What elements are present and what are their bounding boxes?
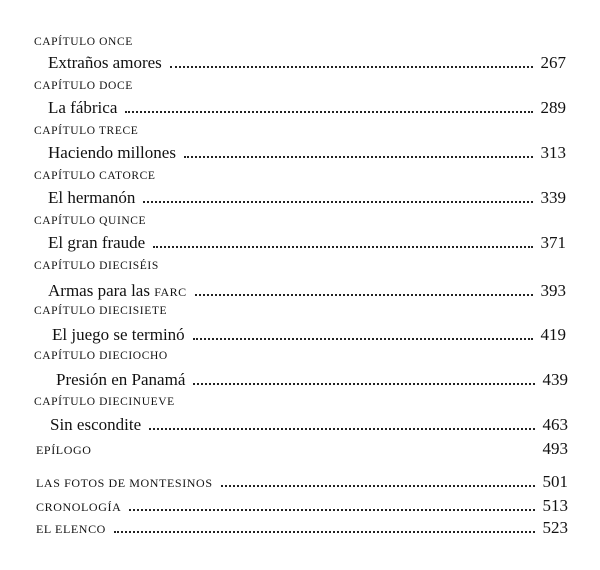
epilogue-title: EPÍLOGO (36, 443, 92, 457)
chapter-title: El hermanón (48, 188, 136, 207)
chapter-title (48, 281, 187, 301)
toc-entry-back-matter (36, 472, 568, 492)
toc-entry (48, 188, 566, 208)
toc-entry (56, 370, 568, 390)
page-number: 419 (540, 325, 566, 344)
toc-entry (48, 53, 566, 73)
page-number: 371 (540, 233, 566, 252)
chapter-label: CAPÍTULO CATORCE (34, 170, 156, 182)
dot-leader (125, 111, 532, 113)
dot-leader (100, 452, 535, 454)
page-number: 501 (542, 472, 568, 491)
chapter-label: CAPÍTULO TRECE (34, 125, 139, 137)
chapter-title: Haciendo millones (48, 143, 176, 162)
chapter-title: La fábrica (48, 98, 118, 117)
dot-leader (129, 509, 534, 511)
page-number: 289 (540, 98, 566, 117)
chapter-title-text: Armas para las (48, 281, 155, 300)
page-number: 267 (540, 53, 566, 72)
chapter-label: CAPÍTULO DIECINUEVE (34, 396, 175, 408)
toc-entry (48, 98, 566, 118)
dot-leader (195, 294, 533, 296)
chapter-label: CAPÍTULO DIECISIETE (34, 305, 168, 317)
toc-entry-back-matter (36, 496, 568, 516)
dot-leader (153, 246, 532, 248)
dot-leader (114, 531, 535, 533)
page-number: 513 (542, 496, 568, 515)
section-title: LAS FOTOS DE MONTESINOS (36, 476, 213, 490)
chapter-label: CAPÍTULO DIECISÉIS (34, 260, 159, 272)
chapter-title: El gran fraude (48, 233, 146, 252)
dot-leader (170, 66, 533, 68)
section-title: EL ELENCO (36, 522, 106, 536)
page-number: 493 (542, 439, 568, 458)
toc-entry (52, 325, 566, 345)
page-number: 439 (542, 370, 568, 389)
page-number: 523 (542, 518, 568, 537)
toc-entry-back-matter (36, 518, 568, 538)
dot-leader (193, 383, 534, 385)
chapter-label: CAPÍTULO DIECIOCHO (34, 350, 168, 362)
chapter-label: CAPÍTULO QUINCE (34, 215, 147, 227)
chapter-title: Sin escondite (50, 415, 142, 434)
toc-entry (48, 233, 566, 253)
dot-leader (184, 156, 533, 158)
dot-leader (149, 428, 534, 430)
toc-entry (48, 143, 566, 163)
page-number: 393 (540, 281, 566, 300)
chapter-title: El juego se terminó (52, 325, 185, 344)
section-title: CRONOLOGÍA (36, 500, 122, 514)
chapter-label: CAPÍTULO ONCE (34, 36, 133, 48)
chapter-label: CAPÍTULO DOCE (34, 80, 133, 92)
page-number: 339 (540, 188, 566, 207)
dot-leader (143, 201, 532, 203)
page-number: 463 (542, 415, 568, 434)
page-number: 313 (540, 143, 566, 162)
toc-entry-epilogue (36, 439, 568, 459)
dot-leader (221, 485, 535, 487)
chapter-title: Extraños amores (48, 53, 162, 72)
toc-entry (48, 281, 566, 301)
toc-entry (50, 415, 568, 435)
dot-leader (193, 338, 533, 340)
chapter-title-acronym: FARC (154, 285, 187, 299)
chapter-title: Presión en Panamá (56, 370, 186, 389)
